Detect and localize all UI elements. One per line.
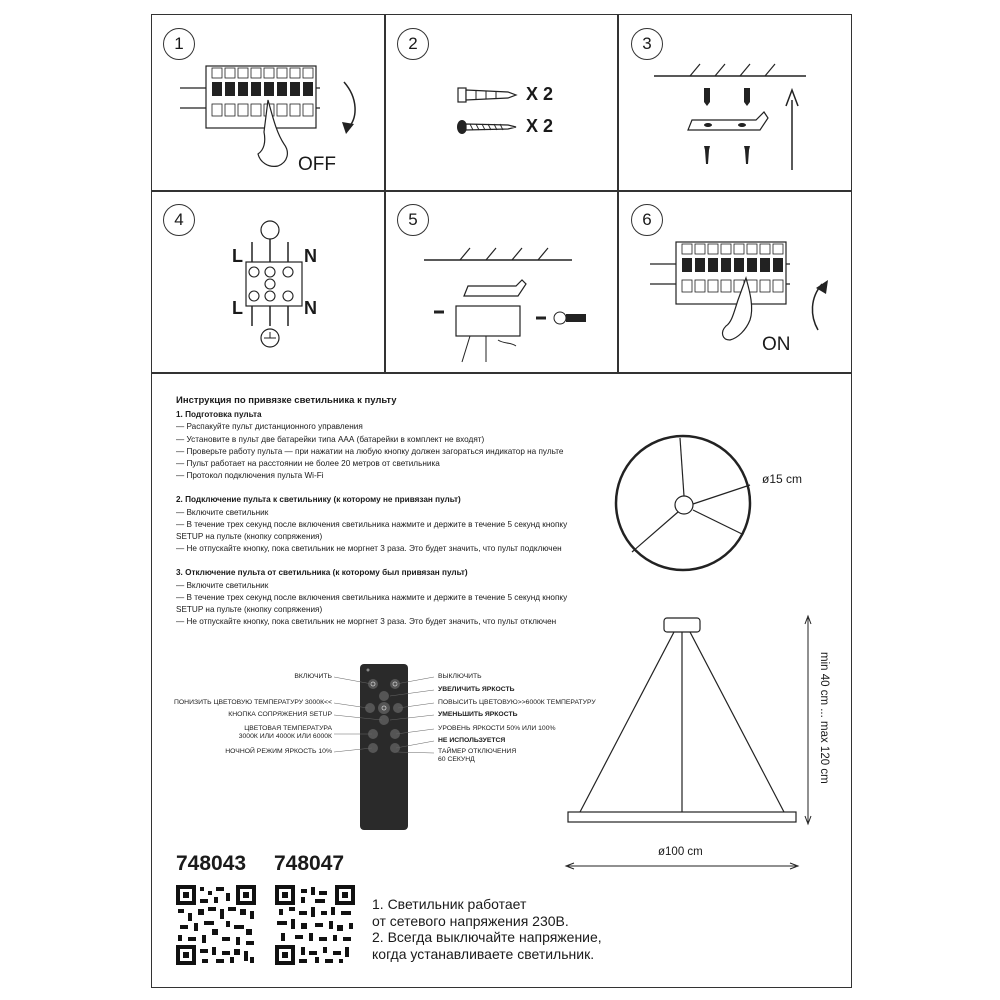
label-brightness-up: УВЕЛИЧИТЬ ЯРКОСТЬ	[438, 686, 515, 693]
instructions-title: Инструкция по привязке светильника к пульту	[176, 395, 397, 406]
label-power-on: ВКЛЮЧИТЬ	[294, 673, 332, 680]
label-timer-seconds: 60 СЕКУНД	[438, 756, 475, 763]
qr-code-1	[176, 885, 256, 965]
safety-notes	[372, 896, 602, 962]
terminal-n-top: N	[304, 246, 317, 266]
qr-code-2	[275, 885, 355, 965]
note-line: от сетевого напряжения 230В.	[372, 912, 569, 929]
screw-count: X 2	[526, 116, 554, 136]
list-item: SETUP на пульте (кнопку сопряжения)	[176, 532, 323, 542]
section1-title: 1. Подготовка пульта	[176, 410, 262, 420]
top-diameter-label: ø15 cm	[762, 472, 803, 486]
terminal-n-bottom: N	[304, 298, 317, 318]
label-not-used: НЕ ИСПОЛЬЗУЕТСЯ	[438, 737, 506, 744]
list-item: — Распакуйте пульт дистанционного управления	[176, 422, 363, 432]
model-number-2: 748047	[274, 852, 345, 875]
list-item: — Пульт работает на расстоянии не более 20 метров от светильника	[176, 459, 440, 469]
label-brightness-down: УМЕНЬШИТЬ ЯРКОСТЬ	[438, 711, 518, 718]
on-label: ON	[762, 334, 791, 355]
list-item: — Включите светильник	[176, 580, 269, 590]
dowel-count: X 2	[526, 84, 554, 104]
label-timer: ТАЙМЕР ОТКЛЮЧЕНИЯ	[438, 748, 517, 755]
terminal-l-bottom: L	[232, 298, 243, 318]
list-item: — Протокол подключения пульта Wi-Fi	[176, 471, 324, 481]
list-item: — Не отпускайте кнопку, пока светильник не моргнет 3 раза. Это будет значить, что пульт подключен	[176, 544, 562, 554]
list-item: — Проверьте работу пульта — при нажатии на любую кнопку должен загораться индикатор на пульте	[176, 446, 564, 456]
model-number-1: 748043	[176, 852, 247, 875]
label-lower-temp: ПОНИЗИТЬ ЦВЕТОВУЮ ТЕМПЕРАТУРУ 3000К<<	[174, 699, 332, 706]
section3-title: 3. Отключение пульта от светильника (к которому был привязан пульт)	[176, 568, 468, 578]
label-night-mode: НОЧНОЙ РЕЖИМ ЯРКОСТЬ 10%	[225, 748, 332, 755]
fixture-top-view	[610, 430, 760, 580]
label-power-off: ВЫКЛЮЧИТЬ	[438, 673, 482, 680]
note-line: 1. Светильник работает	[372, 896, 527, 912]
list-item: — В течение трех секунд после включения светильника нажмите и держите в течение 5 секунд кнопку	[176, 519, 568, 529]
label-raise-temp: ПОВЫСИТЬ ЦВЕТОВУЮ>>6000К ТЕМПЕРАТУРУ	[438, 699, 596, 706]
height-range-label: min 40 cm ... max 120 cm	[818, 652, 830, 784]
step-number-6: 6	[631, 204, 663, 236]
list-item: — Не отпускайте кнопку, пока светильник не моргнет 3 раза. Это будет значить, что пульт отключен	[176, 617, 557, 627]
note-line: 2. Всегда выключайте напряжение,	[372, 929, 602, 945]
note-line: когда устанавливаете светильник.	[372, 945, 595, 962]
fixture-side-view	[550, 610, 820, 870]
step-number-5: 5	[397, 204, 429, 236]
step-number-2: 2	[397, 28, 429, 60]
terminal-l-top: L	[232, 246, 243, 266]
off-label: OFF	[298, 154, 336, 175]
list-item: — Включите светильник	[176, 507, 269, 517]
label-color-temp-values: 3000К ИЛИ 4000К ИЛИ 6000К	[238, 733, 332, 740]
step-number-4: 4	[163, 204, 195, 236]
label-setup: КНОПКА СОПРЯЖЕНИЯ SETUP	[228, 711, 332, 718]
step-number-3: 3	[631, 28, 663, 60]
section2-title: 2. Подключение пульта к светильнику (к которому не привязан пульт)	[176, 495, 461, 505]
list-item: SETUP на пульте (кнопку сопряжения)	[176, 605, 323, 615]
list-item: — В течение трех секунд после включения светильника нажмите и держите в течение 5 секунд кнопку	[176, 592, 568, 602]
label-color-temp: ЦВЕТОВАЯ ТЕМПЕРАТУРА	[244, 725, 332, 732]
list-item: — Установите в пульт две батарейки типа ААА (батарейки в комплект не входят)	[176, 434, 485, 444]
ring-diameter-label: ø100 cm	[658, 846, 703, 858]
label-brightness-level: УРОВЕНЬ ЯРКОСТИ 50% ИЛИ 100%	[438, 725, 556, 732]
step-number-1: 1	[163, 28, 195, 60]
